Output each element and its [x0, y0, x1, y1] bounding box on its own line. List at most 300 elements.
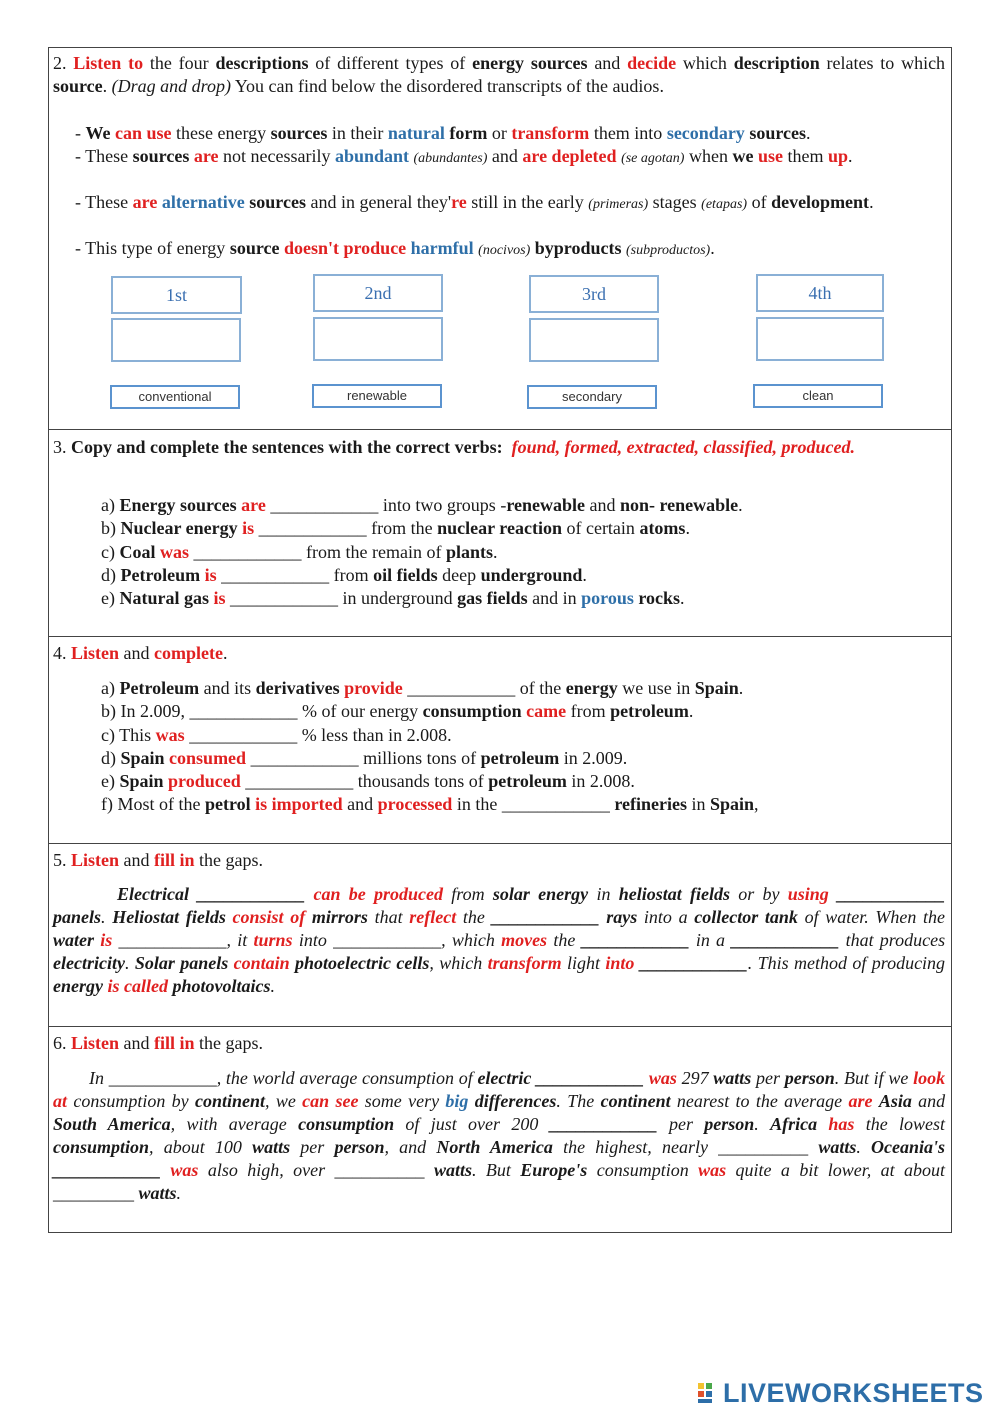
text-run: (subproductos) — [625, 243, 711, 258]
text-run: the four — [149, 53, 209, 73]
text-run: North America — [436, 1137, 553, 1157]
text-run: collector tank — [694, 907, 798, 927]
text-run: (nocivos) — [478, 243, 531, 258]
sentence-list — [101, 494, 945, 610]
blank-6-2[interactable]: ____________ — [536, 1068, 645, 1088]
text-run: the — [462, 907, 485, 927]
text-run: , about 100 — [149, 1137, 242, 1157]
section-6 — [49, 1027, 951, 1232]
text-run: these energy — [176, 123, 267, 143]
text-run: and — [594, 53, 621, 73]
text-run: . — [176, 1183, 182, 1203]
text-run: watts — [252, 1137, 291, 1157]
blank-5-3[interactable]: ____________ — [491, 907, 600, 927]
text-run: are — [848, 1091, 873, 1111]
text-run: electricity — [53, 953, 125, 973]
text-run: Copy and complete the sentences with the correct verbs: — [71, 437, 503, 457]
text-run: was — [170, 1160, 199, 1180]
text-run: the highest, nearly — [563, 1137, 708, 1157]
text-run: is imported — [255, 794, 343, 815]
chip-clean[interactable]: clean — [753, 384, 883, 408]
text-run: , the world average consumption of — [216, 1068, 473, 1088]
text-run: of certain — [566, 518, 635, 539]
section-number: 3. — [53, 437, 67, 457]
text-run: electric — [477, 1068, 532, 1088]
text-run: , — [754, 794, 759, 815]
drop-zone-2nd[interactable] — [313, 317, 443, 361]
sentence-b — [101, 517, 945, 540]
text-run: . — [680, 588, 685, 609]
text-run: You can find below the disordered transcripts of the audios. — [234, 76, 664, 96]
text-run: per — [756, 1068, 781, 1088]
text-run: the lowest — [865, 1114, 946, 1134]
sentence-e — [101, 770, 945, 793]
text-run: into — [605, 953, 635, 973]
blank-3b[interactable]: ____________ — [258, 518, 367, 539]
text-run: fill in — [154, 850, 195, 870]
text-run: . — [102, 76, 108, 96]
text-run: that produces — [845, 930, 946, 950]
text-run: came — [526, 701, 567, 722]
text-run: and — [918, 1091, 946, 1111]
text-run: mirrors — [311, 907, 368, 927]
text-run: petroleum — [610, 701, 689, 722]
blank-3d[interactable]: ____________ — [221, 564, 330, 585]
text-run: and — [347, 794, 374, 815]
text-run: of different types of — [315, 53, 466, 73]
transcript-3 — [53, 191, 945, 216]
text-run: the — [553, 930, 576, 950]
text-run: Listen — [71, 850, 120, 870]
text-run: person — [784, 1068, 835, 1088]
text-run: also high, over — [207, 1160, 326, 1180]
text-run: light — [566, 953, 600, 973]
section-2-instructions — [53, 52, 945, 98]
text-run: . — [805, 123, 811, 143]
text-run: is — [100, 930, 113, 950]
text-run: per — [300, 1137, 325, 1157]
text-run: . — [856, 1137, 861, 1157]
text-run: moves — [501, 930, 548, 950]
text-run: . — [848, 146, 853, 166]
text-run: and — [123, 643, 150, 663]
text-run: We — [85, 123, 111, 143]
text-run: was — [159, 541, 189, 562]
section-number: 4. — [53, 643, 67, 663]
text-run: - This type of energy — [75, 238, 226, 258]
text-run: . — [869, 192, 874, 212]
section-6-instructions — [53, 1032, 945, 1055]
blank-3e[interactable]: ____________ — [230, 588, 338, 609]
text-run: sources — [270, 123, 328, 143]
text-run: . — [101, 907, 106, 927]
text-run: 297 — [681, 1068, 709, 1088]
text-run: descriptions — [215, 53, 309, 73]
blank-5-4[interactable]: ____________ — [118, 930, 227, 950]
blank-6-5[interactable]: ____________ — [53, 1160, 161, 1180]
text-run: can see — [302, 1091, 359, 1111]
blank-5-7[interactable]: ____________ — [731, 930, 840, 950]
text-run: Heliostat fields — [112, 907, 226, 927]
text-run: the gaps. — [199, 850, 264, 870]
text-run: can be produced — [313, 884, 444, 904]
text-run: in the — [456, 794, 498, 815]
text-run: we — [732, 146, 754, 166]
text-run: use — [757, 146, 783, 166]
text-run: oil fields — [373, 564, 438, 585]
text-run: contain — [233, 953, 290, 973]
text-run: watts — [138, 1183, 177, 1203]
text-run: Spain — [694, 678, 739, 698]
text-run: heliostat fields — [618, 884, 730, 904]
text-run: Nuclear energy — [120, 518, 238, 539]
blank-4a[interactable]: ____________ — [407, 678, 516, 698]
text-run: b) — [101, 518, 116, 539]
text-run: sources — [249, 192, 306, 212]
liveworksheets-logo-icon — [698, 1381, 720, 1405]
text-run: rocks — [638, 588, 681, 609]
text-run: source — [53, 76, 103, 96]
text-run: (primeras) — [588, 197, 649, 212]
text-run: are — [132, 192, 158, 212]
text-run: . — [710, 238, 715, 258]
text-run: was — [155, 724, 185, 745]
text-run: Listen — [71, 643, 120, 663]
text-run: . — [582, 564, 587, 585]
sentence-a — [101, 677, 945, 700]
slot-label-4th: 4th — [756, 274, 884, 312]
section-5-instructions — [53, 849, 945, 872]
text-run: which — [682, 53, 727, 73]
text-run: c) This — [101, 724, 152, 745]
text-run: atoms — [639, 518, 686, 539]
text-run: watts — [433, 1160, 472, 1180]
text-run: . — [124, 953, 130, 973]
text-run: person — [334, 1137, 385, 1157]
text-run: produced — [168, 771, 241, 792]
text-run: person — [704, 1114, 755, 1134]
text-run: Europe's — [520, 1160, 588, 1180]
text-run: (abundantes) — [413, 151, 488, 166]
text-run: % less than in 2.008. — [301, 724, 452, 745]
section-3-instructions — [53, 436, 945, 459]
text-run: description — [733, 53, 820, 73]
text-run: Spain — [120, 747, 165, 768]
text-run: from — [570, 701, 606, 722]
text-run: % of our energy — [302, 701, 419, 722]
text-run: d) — [101, 747, 116, 768]
sentence-e — [101, 587, 945, 610]
text-run: and in general they' — [310, 192, 452, 212]
blank-3a[interactable]: ____________ — [270, 495, 379, 515]
text-run: of the — [519, 678, 562, 698]
drop-zone-3rd[interactable] — [529, 318, 659, 362]
text-run: watts — [818, 1137, 857, 1157]
text-run: is — [242, 518, 255, 539]
text-run: Asia — [878, 1091, 912, 1111]
text-run: or — [491, 123, 507, 143]
transcript-4 — [53, 237, 945, 262]
text-run: continent — [600, 1091, 671, 1111]
text-run: and — [491, 146, 518, 166]
blank-5-8[interactable]: ____________ — [639, 953, 748, 973]
blank-6-7[interactable]: _________ — [53, 1183, 134, 1203]
text-run: in underground — [342, 588, 453, 609]
liveworksheets-logo[interactable] — [698, 1378, 984, 1408]
slot-label-1st: 1st — [111, 276, 242, 314]
text-run: energy — [565, 678, 618, 698]
text-run: per — [668, 1114, 693, 1134]
transcript-2 — [53, 145, 945, 170]
text-run: that — [374, 907, 403, 927]
text-run: are — [241, 495, 266, 515]
text-run: and — [123, 850, 150, 870]
section-2 — [49, 48, 951, 430]
section-number: 2. — [53, 53, 67, 73]
blank-5-6[interactable]: ____________ — [581, 930, 690, 950]
text-run: derivatives — [255, 678, 340, 698]
text-run: from — [333, 564, 369, 585]
text-run: Coal — [119, 541, 156, 562]
blank-5-2[interactable]: ____________ — [837, 884, 946, 904]
text-run: . But — [471, 1160, 511, 1180]
text-run: relates to which — [826, 53, 946, 73]
text-run: energy — [53, 976, 103, 996]
section-4-instructions — [53, 642, 945, 665]
text-run: . — [685, 518, 690, 539]
section-number: 5. — [53, 850, 67, 870]
text-run: photoelectric cells — [295, 953, 430, 973]
text-run: petroleum — [480, 747, 560, 768]
text-run: and — [589, 495, 616, 515]
sentence-d — [101, 747, 945, 770]
blank-6-1[interactable]: ____________ — [108, 1068, 217, 1088]
text-run: harmful — [410, 238, 474, 258]
sentence-a — [101, 494, 945, 517]
blank-4b[interactable]: ____________ — [189, 701, 298, 722]
text-run: of water. When the — [804, 907, 946, 927]
text-run: and — [123, 1033, 150, 1053]
text-run: . — [738, 678, 744, 698]
text-run: into a — [643, 907, 688, 927]
text-run: millions tons of — [363, 747, 477, 768]
text-run: processed — [377, 794, 453, 815]
text-run: a) — [101, 678, 115, 698]
text-run: , which — [441, 930, 495, 950]
text-run: photovoltaics — [172, 976, 271, 996]
blank-5-1[interactable]: ____________ — [197, 884, 306, 904]
text-run: into — [298, 930, 327, 950]
section-number: 6. — [53, 1033, 67, 1053]
text-run: complete — [154, 643, 223, 663]
text-run: Africa — [770, 1114, 818, 1134]
text-run: when — [688, 146, 728, 166]
chip-secondary[interactable]: secondary — [527, 385, 657, 409]
text-run: deep — [442, 564, 477, 585]
text-run: , we — [265, 1091, 296, 1111]
text-run: Listen — [71, 1033, 120, 1053]
text-run: or by — [738, 884, 780, 904]
text-run: in — [691, 794, 706, 815]
text-run: . The — [556, 1091, 595, 1111]
blank-4f[interactable]: ____________ — [501, 794, 610, 815]
text-run: Energy sources — [119, 495, 237, 515]
text-run: e) — [101, 588, 115, 609]
blank-6-3[interactable]: ____________ — [549, 1114, 658, 1134]
blank-4e[interactable]: ____________ — [245, 771, 354, 792]
text-run: is called — [107, 976, 168, 996]
text-run: of just over 200 — [405, 1114, 539, 1134]
chip-renewable[interactable]: renewable — [312, 384, 442, 408]
text-run: South America — [53, 1114, 171, 1134]
text-run: the gaps. — [199, 1033, 264, 1053]
blank-6-6[interactable]: __________ — [334, 1160, 425, 1180]
text-run: Spain — [119, 771, 164, 792]
slot-label-3rd: 3rd — [529, 275, 659, 313]
text-run: , and — [384, 1137, 427, 1157]
text-run: d) — [101, 564, 116, 585]
text-run: , which — [429, 953, 483, 973]
text-run: natural — [387, 123, 445, 143]
text-run: in 2.009. — [563, 747, 628, 768]
text-run: and its — [203, 678, 252, 698]
text-run: b) In 2.009, — [101, 701, 185, 722]
text-run: Petroleum — [119, 678, 200, 698]
text-run: them into — [593, 123, 663, 143]
chip-conventional[interactable]: conventional — [110, 385, 240, 409]
text-run: are depleted — [522, 146, 617, 166]
text-run: plants — [445, 541, 493, 562]
sentence-c — [101, 541, 945, 564]
text-run: look at — [53, 1068, 946, 1111]
text-run: watts — [713, 1068, 752, 1088]
worksheet — [48, 47, 952, 1233]
text-run: using — [787, 884, 829, 904]
section-6-paragraph — [53, 1067, 945, 1205]
text-run: some very — [364, 1091, 440, 1111]
text-run: Solar panels — [134, 953, 229, 973]
text-run: consist of — [232, 907, 306, 927]
text-run: petroleum — [488, 771, 567, 792]
text-run: in their — [331, 123, 384, 143]
text-run: are — [193, 146, 219, 166]
text-run: . — [754, 1114, 759, 1134]
text-run: we use in — [622, 678, 691, 698]
text-run: consumption — [53, 1137, 150, 1157]
text-run: nuclear reaction — [437, 518, 562, 539]
text-run: was — [648, 1068, 677, 1088]
text-run: Petroleum — [120, 564, 201, 585]
text-run: in a — [695, 930, 726, 950]
blank-4d[interactable]: ____________ — [250, 747, 359, 768]
text-run: nearest to the average — [676, 1091, 843, 1111]
text-run: turns — [253, 930, 293, 950]
text-run: . — [270, 976, 275, 996]
text-run: porous — [581, 588, 634, 609]
blank-3c[interactable]: ____________ — [193, 541, 302, 562]
text-run: quite a bit lower, at about — [735, 1160, 946, 1180]
text-run: . This method of producing — [747, 953, 946, 973]
section-4 — [49, 637, 951, 844]
text-run: into two groups - — [382, 495, 507, 515]
sentence-b — [101, 700, 945, 723]
text-run: refineries — [614, 794, 687, 815]
transcript-1 — [53, 122, 945, 145]
text-run: - These — [75, 146, 129, 166]
sentence-f — [101, 793, 945, 816]
text-run: Oceania's — [871, 1137, 946, 1157]
section-3 — [49, 430, 951, 637]
text-run: from the — [371, 518, 433, 539]
text-run: consumption — [298, 1114, 395, 1134]
drop-zone-1st[interactable] — [111, 318, 241, 362]
text-run: from the remain of — [306, 541, 442, 562]
text-run: gas fields — [457, 588, 528, 609]
text-run: has — [828, 1114, 855, 1134]
text-run: decide — [627, 53, 677, 73]
text-run: - — [75, 123, 86, 143]
sentence-d — [101, 564, 945, 587]
section-5 — [49, 844, 951, 1027]
text-run: is — [204, 564, 217, 585]
text-run: from — [451, 884, 485, 904]
text-run: and in — [532, 588, 577, 609]
text-run: transform — [487, 953, 562, 973]
text-run: Natural gas — [119, 588, 209, 609]
text-run: development — [771, 192, 870, 212]
text-run: byproducts — [534, 238, 622, 258]
text-run: of — [751, 192, 767, 212]
text-run: consumption — [422, 701, 522, 722]
text-run: can use — [115, 123, 172, 143]
text-run: , with average — [170, 1114, 287, 1134]
blank-5-5[interactable]: ____________ — [333, 930, 442, 950]
text-run: up — [827, 146, 848, 166]
text-run: big — [445, 1091, 469, 1111]
text-run: rays — [606, 907, 638, 927]
liveworksheets-brand: LIVEWORKSHEETS — [723, 1377, 984, 1408]
text-run: form — [449, 123, 488, 143]
text-run: . — [492, 541, 498, 562]
text-run: c) — [101, 541, 115, 562]
text-run: provide — [344, 678, 403, 698]
text-run: sources — [132, 146, 190, 166]
text-run: re — [451, 192, 467, 212]
text-run: alternative — [161, 192, 245, 212]
sentence-list — [101, 677, 945, 817]
text-run: in — [596, 884, 611, 904]
text-run: is — [213, 588, 226, 609]
slot-label-2nd: 2nd — [313, 274, 443, 312]
blank-6-4[interactable]: __________ — [718, 1137, 809, 1157]
text-run: consumption — [596, 1160, 689, 1180]
text-run: not necessarily — [222, 146, 331, 166]
text-run: a) — [101, 495, 115, 515]
text-run: found, formed, extracted, classified, produced. — [511, 437, 856, 457]
text-run: Electrical — [117, 884, 189, 904]
text-run: continent — [194, 1091, 265, 1111]
text-run: e) — [101, 771, 115, 792]
text-run: source — [229, 238, 280, 258]
text-run: consumption by — [73, 1091, 189, 1111]
text-run: energy sources — [472, 53, 588, 73]
text-run: (etapas) — [701, 197, 748, 212]
text-run: , it — [226, 930, 248, 950]
drop-zone-4th[interactable] — [756, 317, 884, 361]
section-5-paragraph — [53, 883, 945, 998]
blank-4c[interactable]: ____________ — [189, 724, 298, 745]
text-run: fill in — [154, 1033, 195, 1053]
